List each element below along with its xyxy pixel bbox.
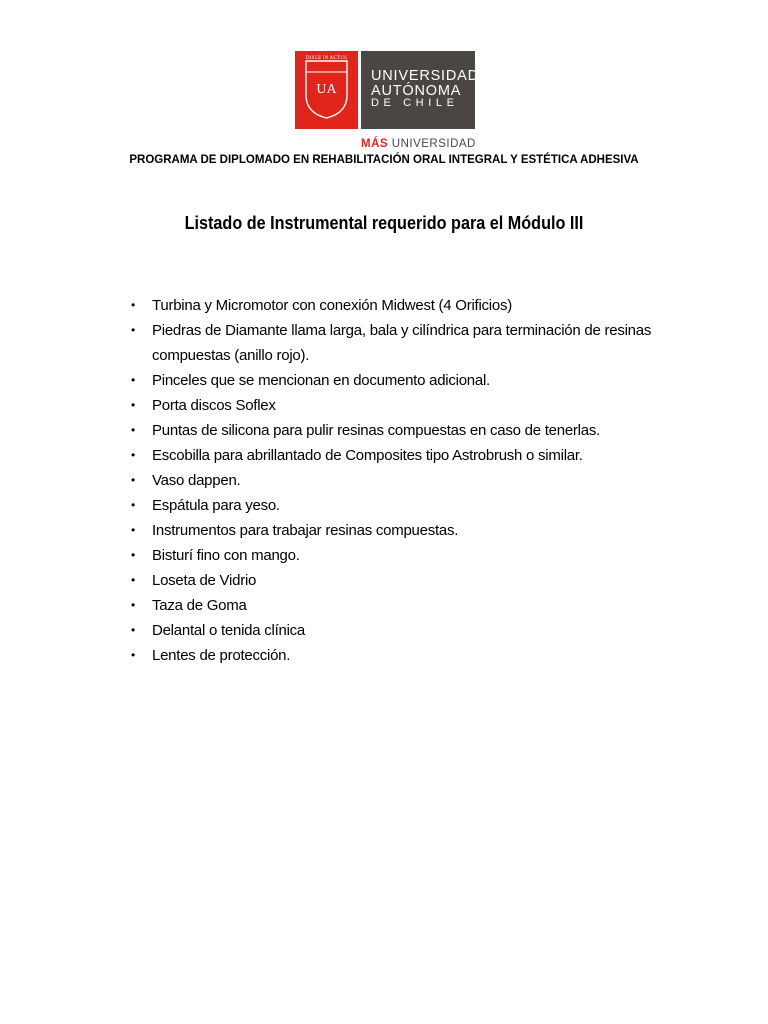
list-item: [128, 418, 668, 443]
list-item: [128, 318, 668, 368]
logo-tagline: [361, 138, 476, 150]
list-item: [128, 618, 668, 643]
logo-red-block: [295, 51, 358, 129]
list-item-text: Delantal o tenida clínica: [152, 622, 306, 639]
list-item-text: Turbina y Micromotor con conexión Midwest (4 Orificios): [152, 297, 512, 314]
list-item-text: Porta discos Soflex: [152, 397, 276, 414]
list-item: [128, 493, 668, 518]
bullet-icon: •: [131, 548, 135, 562]
list-item: [128, 443, 668, 468]
logo-name-line3: DE CHILE: [371, 97, 459, 109]
bullet-icon: •: [131, 648, 135, 662]
bullet-icon: •: [131, 373, 135, 387]
logo-motto: DISCE IN ACTUS: [305, 56, 348, 61]
logo-name-line2: AUTÓNOMA: [371, 83, 462, 99]
logo-name-block: [361, 51, 479, 129]
bullet-icon: •: [131, 573, 135, 587]
bullet-icon: •: [131, 323, 135, 337]
bullet-icon: •: [131, 448, 135, 462]
list-item-text: Loseta de Vidrio: [152, 572, 257, 589]
tagline-rest: UNIVERSIDAD: [391, 138, 476, 150]
list-item-text: Instrumentos para trabajar resinas compuestas.: [152, 522, 459, 539]
bullet-icon: •: [131, 423, 135, 437]
bullet-icon: •: [131, 623, 135, 637]
logo-monogram: UA: [316, 82, 337, 97]
list-item: [128, 593, 668, 618]
tagline-bold: MÁS: [361, 138, 389, 150]
list-item-text: Escobilla para abrillantado de Composites tipo Astrobrush o similar.: [152, 447, 583, 464]
bullet-icon: •: [131, 398, 135, 412]
list-item: [128, 518, 668, 543]
bullet-icon: •: [131, 523, 135, 537]
list-item-text: Espátula para yeso.: [152, 497, 280, 514]
bullet-icon: •: [131, 598, 135, 612]
program-heading: PROGRAMA DE DIPLOMADO EN REHABILITACIÓN ORAL INTEGRAL Y ESTÉTICA ADHESIVA: [129, 154, 639, 166]
list-item-text-continued: compuestas (anillo rojo).: [152, 347, 310, 364]
list-item: [128, 293, 668, 318]
list-item: [128, 643, 668, 668]
list-item: [128, 468, 668, 493]
list-item: [128, 568, 668, 593]
list-item-text: Puntas de silicona para pulir resinas compuestas en caso de tenerlas.: [152, 422, 601, 439]
university-logo: [295, 51, 479, 151]
document-title: Listado de Instrumental requerido para el Módulo III: [184, 213, 584, 233]
list-item-text: Bisturí fino con mango.: [152, 547, 300, 564]
list-item-text: Lentes de protección.: [152, 647, 291, 664]
instrument-list: [128, 293, 668, 668]
list-item: [128, 368, 668, 393]
list-item-text: Pinceles que se mencionan en documento adicional.: [152, 372, 490, 389]
bullet-icon: •: [131, 298, 135, 312]
list-item: [128, 393, 668, 418]
list-item-text: Piedras de Diamante llama larga, bala y cilíndrica para terminación de resinas: [152, 322, 652, 339]
bullet-icon: •: [131, 473, 135, 487]
list-item: [128, 543, 668, 568]
logo-name-line1: UNIVERSIDAD: [371, 68, 479, 84]
list-item-text: Vaso dappen.: [152, 472, 241, 489]
list-item-text: Taza de Goma: [152, 597, 247, 614]
bullet-icon: •: [131, 498, 135, 512]
